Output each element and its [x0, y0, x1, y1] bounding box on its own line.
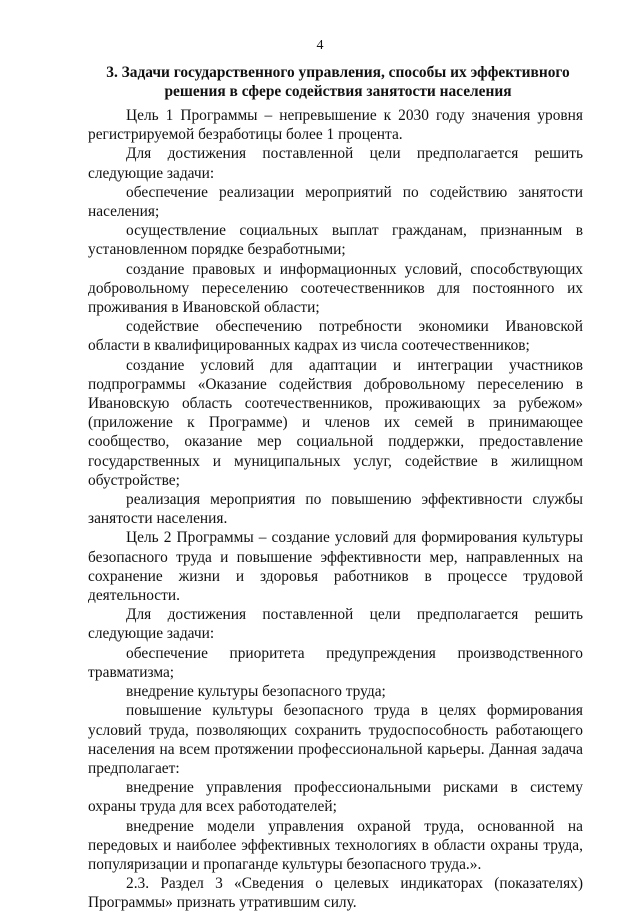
paragraph-task: создание правовых и информационных условий, способствующих добровольному переселению соотечественников для постоянного их проживания в Ивановской области;: [88, 260, 583, 317]
paragraph-tasks-intro-2: Для достижения поставленной цели предполагается решить следующие задачи:: [88, 606, 583, 643]
paragraph-task: реализация мероприятия по повышению эффективности службы занятости населения.: [88, 491, 583, 528]
section-heading-line-2: решения в сфере содействия занятости населения: [164, 83, 512, 100]
paragraph-task: содействие обеспечению потребности экономики Ивановской области в квалифицированных кадрах из числа соотечественников;: [88, 318, 583, 355]
paragraph-task: внедрение модели управления охраной труда, основанной на передовых и наиболее эффективных технологиях в области охраны труда, популяризации и пропаганде культуры безопасного труда.».: [88, 817, 583, 873]
paragraph-task: обеспечение реализации мероприятий по содействию занятости населения;: [88, 183, 583, 221]
page-number: 4: [316, 38, 324, 53]
paragraph-goal-2: Цель 2 Программы – создание условий для формирования культуры безопасного труда и повышение эффективности мер, направленных на сохранение жизни и здоровья работников в процессе трудовой деятельности.: [88, 529, 583, 605]
paragraph-tasks-intro-1: Для достижения поставленной цели предполагается решить следующие задачи:: [88, 145, 583, 182]
paragraph-task: создание условий для адаптации и интеграции участников подпрограммы «Оказание содействия добровольному переселению в Ивановскую область соотечественников, проживающих за рубежом» (приложение к Программе) и членов их семей в принимающее сообщество, оказание мер социальной поддержки, предоставление государственных и муниципальных услуг, содействие в жилищном обустройстве;: [88, 356, 583, 489]
paragraph-goal-1: Цель 1 Программы – непревышение к 2030 году значения уровня регистрируемой безработицы более 1 процента.: [88, 107, 583, 144]
paragraph-task: внедрение культуры безопасного труда;: [126, 683, 386, 701]
paragraph-amendment: 2.3. Раздел 3 «Сведения о целевых индикаторах (показателях) Программы» признать утратившим силу.: [88, 875, 583, 912]
paragraph-task: обеспечение приоритета предупреждения производственного травматизма;: [88, 644, 583, 681]
section-heading: [88, 63, 588, 101]
paragraph-task: осуществление социальных выплат гражданам, признанным в установленном порядке безработными;: [88, 222, 583, 259]
section-heading-line-1: 3. Задачи государственного управления, способы их эффективного: [106, 64, 570, 81]
paragraph-task: внедрение управления профессиональными рисками в систему охраны труда для всех работодателей;: [88, 779, 583, 816]
paragraph-task: повышение культуры безопасного труда в целях формирования условий труда, позволяющих сохранить трудоспособность работающего населения на всем протяжении профессиональной карьеры. Данная задача предполагает:: [88, 702, 583, 777]
document-body: [88, 106, 583, 913]
